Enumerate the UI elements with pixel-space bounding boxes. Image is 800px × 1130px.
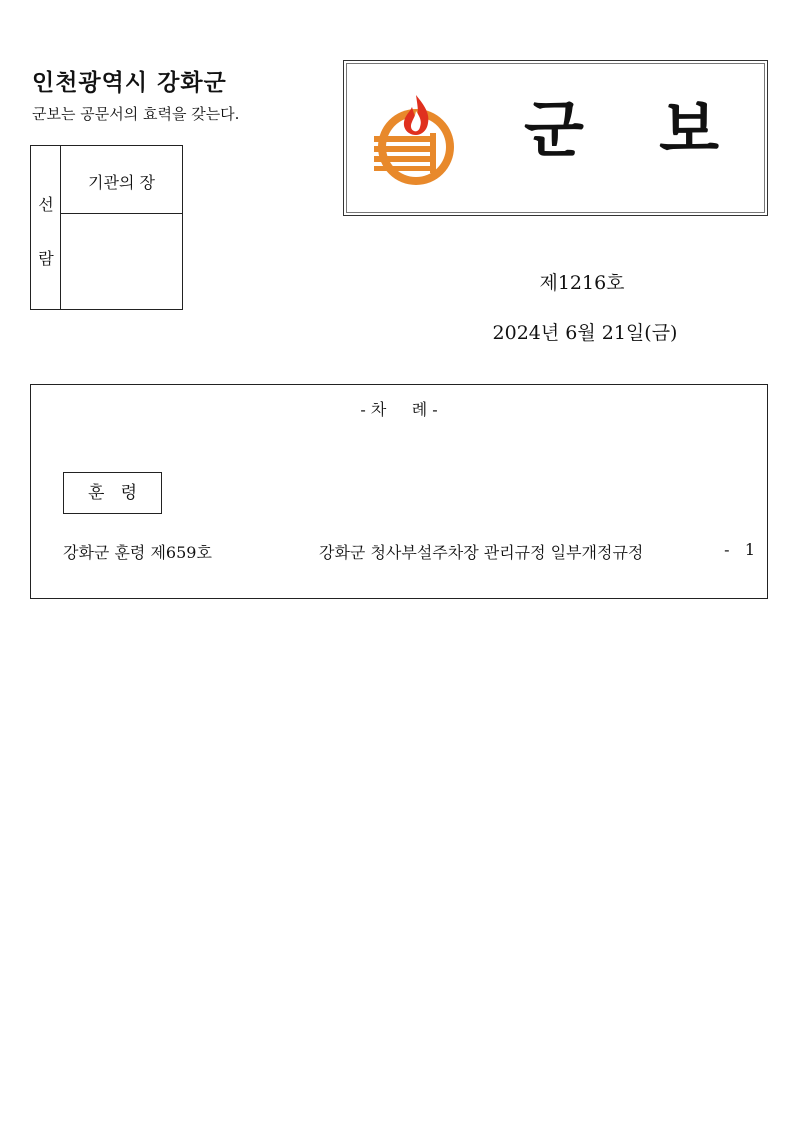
toc-entry-number: 강화군 훈령 제659호	[63, 543, 212, 562]
approval-header-label: 기관의 장	[88, 173, 155, 192]
issue-date: 2024년 6월 21일(금)	[492, 322, 678, 344]
organization-name: 인천광역시 강화군	[32, 70, 227, 96]
issue-number: 제1216호	[539, 272, 625, 294]
toc-section-label: 훈 령	[63, 472, 162, 514]
approval-side-column	[31, 146, 61, 309]
approval-box	[30, 145, 183, 310]
approval-header-cell	[61, 146, 182, 214]
toc-entry[interactable]	[63, 540, 755, 562]
toc-title: - 차 례 -	[360, 400, 438, 419]
gazette-banner	[343, 60, 768, 216]
table-of-contents	[30, 384, 768, 599]
gazette-title-char-2: 보	[659, 93, 719, 166]
gazette-title	[494, 93, 747, 166]
legal-effect-notice: 군보는 공문서의 효력을 갖는다.	[32, 105, 240, 123]
toc-entry-title: 강화군 청사부설주차장 관리규정 일부개정규정	[319, 543, 644, 562]
gazette-title-char-1: 군	[524, 93, 584, 166]
ganghwa-county-emblem-icon	[372, 91, 460, 187]
approval-side-label-top: 선	[38, 195, 54, 214]
approval-side-label-bottom: 람	[38, 249, 54, 268]
toc-entry-page: - 1	[724, 540, 755, 559]
